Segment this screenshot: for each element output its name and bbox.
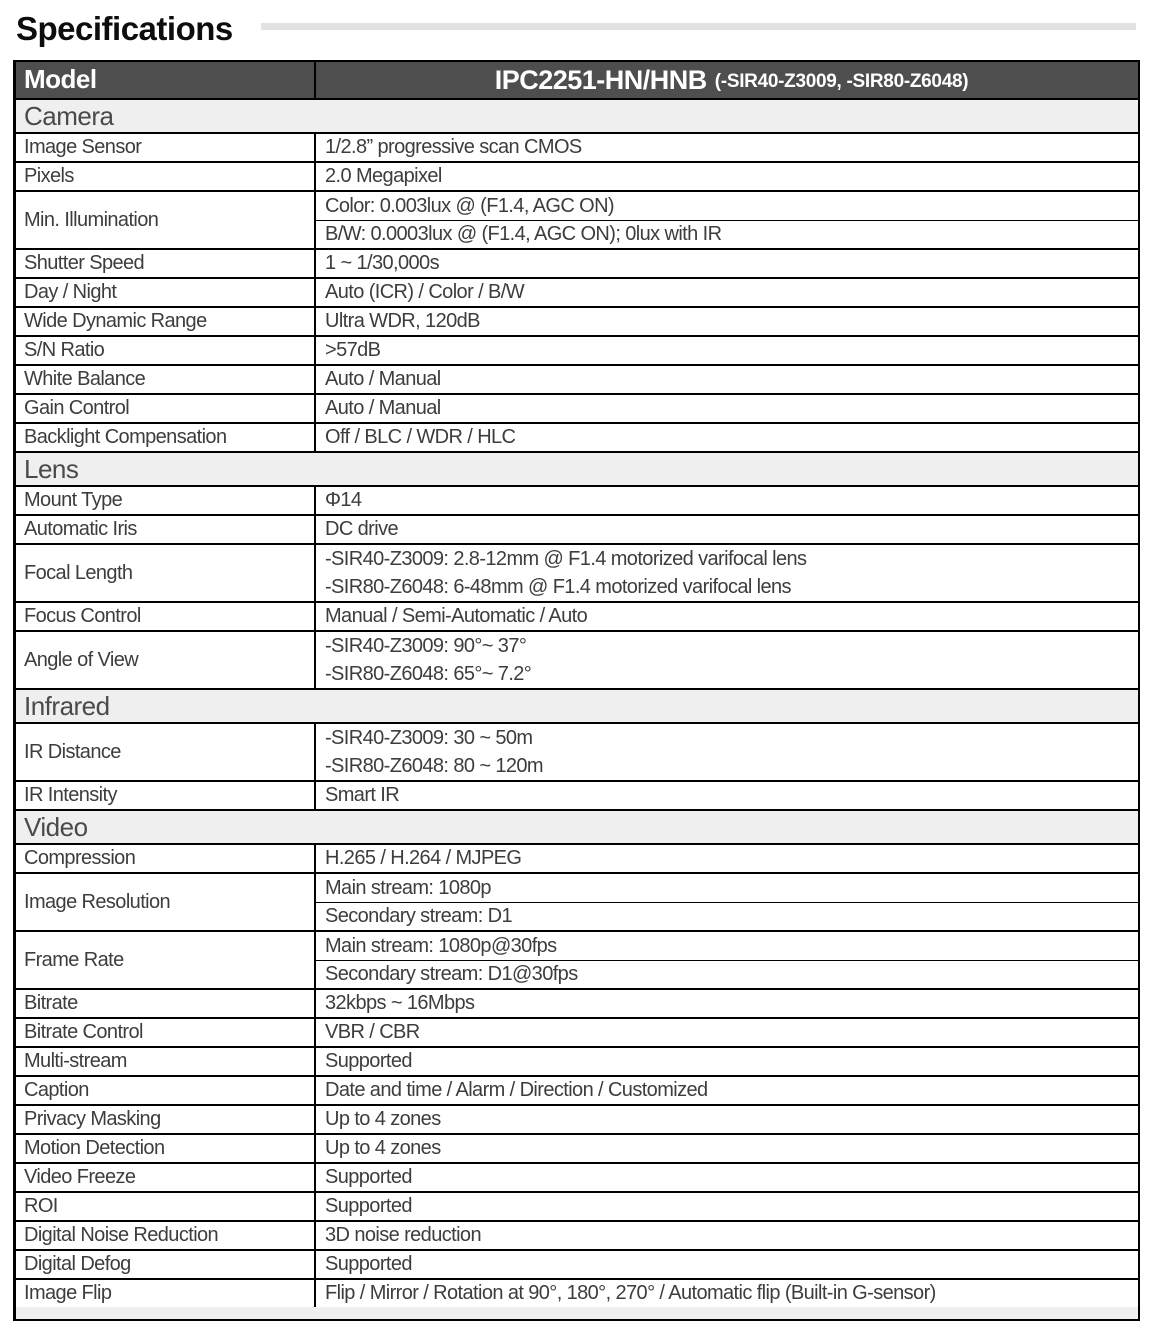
title-bar	[0, 0, 1154, 56]
spec-label: Image Flip	[16, 1280, 316, 1307]
spec-row	[16, 1164, 1138, 1193]
spec-row	[16, 603, 1138, 632]
spec-value-line: Off / BLC / WDR / HLC	[325, 426, 516, 448]
spec-label: Image Resolution	[16, 874, 316, 930]
model-header-row	[16, 62, 1138, 100]
spec-row	[16, 1019, 1138, 1048]
spec-value-line: -SIR80-Z6048: 6-48mm @ F1.4 motorized varifocal lens	[325, 575, 791, 598]
spec-value-cell	[316, 1193, 1138, 1220]
spec-value-cell	[316, 845, 1138, 872]
spec-row	[16, 1077, 1138, 1106]
spec-row	[16, 279, 1138, 308]
spec-value-line: -SIR40-Z3009: 30 ~ 50m	[325, 726, 533, 749]
spec-row	[16, 424, 1138, 453]
spec-value-line: 3D noise reduction	[325, 1224, 481, 1246]
spec-value-line: Date and time / Alarm / Direction / Customized	[325, 1079, 708, 1101]
spec-value-cell	[316, 163, 1138, 190]
spec-label: Pixels	[16, 163, 316, 190]
spec-row	[16, 1135, 1138, 1164]
spec-value-cell	[316, 545, 1138, 601]
spec-row	[16, 1222, 1138, 1251]
spec-value-line: Main stream: 1080p@30fps	[325, 934, 557, 957]
spec-value-cell	[316, 134, 1138, 161]
spec-value-cell	[316, 424, 1138, 451]
spec-value-line: Supported	[325, 1166, 412, 1188]
spec-value-cell	[316, 366, 1138, 393]
spec-value-line: 2.0 Megapixel	[325, 165, 442, 187]
spec-value-line: -SIR40-Z3009: 2.8-12mm @ F1.4 motorized varifocal lens	[325, 547, 807, 570]
spec-row	[16, 395, 1138, 424]
spec-label: Gain Control	[16, 395, 316, 422]
spec-value-line: 1 ~ 1/30,000s	[325, 252, 439, 274]
spec-row	[16, 1193, 1138, 1222]
spec-label: Caption	[16, 1077, 316, 1104]
page-title: Specifications	[16, 10, 233, 47]
spec-label: Backlight Compensation	[16, 424, 316, 451]
spec-value-line: Secondary stream: D1@30fps	[316, 960, 1138, 988]
spec-label: Video Freeze	[16, 1164, 316, 1191]
section-header-video: Video	[16, 811, 1138, 845]
spec-row	[16, 134, 1138, 163]
section-header-lens: Lens	[16, 453, 1138, 487]
spec-value-line: B/W: 0.0003lux @ (F1.4, AGC ON); 0lux with IR	[316, 220, 1138, 248]
spec-value-line: -SIR80-Z6048: 65°~ 7.2°	[325, 662, 532, 685]
spec-row	[16, 782, 1138, 811]
specifications-table	[13, 60, 1140, 1321]
spec-value-cell	[316, 487, 1138, 514]
spec-value-cell	[316, 874, 1138, 930]
spec-label: Day / Night	[16, 279, 316, 306]
spec-label: Automatic Iris	[16, 516, 316, 543]
title-underline-rule	[261, 23, 1136, 30]
spec-label: IR Intensity	[16, 782, 316, 809]
spec-value-line: -SIR80-Z6048: 80 ~ 120m	[325, 754, 543, 777]
spec-value-line: >57dB	[325, 339, 381, 361]
spec-value-cell	[316, 1222, 1138, 1249]
section-header-infrared: Infrared	[16, 690, 1138, 724]
spec-label: Compression	[16, 845, 316, 872]
spec-value-line: Up to 4 zones	[325, 1137, 441, 1159]
spec-row	[16, 366, 1138, 395]
spec-value-line: VBR / CBR	[325, 1021, 420, 1043]
spec-value-cell	[316, 250, 1138, 277]
model-name: IPC2251-HN/HNB	[494, 64, 707, 95]
spec-value-line: DC drive	[325, 518, 398, 540]
spec-value-line: H.265 / H.264 / MJPEG	[325, 847, 522, 869]
section-header-camera: Camera	[16, 100, 1138, 134]
spec-label: Motion Detection	[16, 1135, 316, 1162]
spec-value-cell	[316, 1077, 1138, 1104]
spec-value-line: Auto / Manual	[325, 368, 441, 390]
spec-value-line: Supported	[325, 1195, 412, 1217]
spec-label: Focus Control	[16, 603, 316, 630]
spec-value-line: Secondary stream: D1	[316, 902, 1138, 930]
spec-value-cell	[316, 603, 1138, 630]
spec-value-line: Smart IR	[325, 784, 400, 806]
spec-value-line: Flip / Mirror / Rotation at 90°, 180°, 270° / Automatic flip (Built-in G-sensor)	[325, 1282, 936, 1304]
spec-label: Multi-stream	[16, 1048, 316, 1075]
spec-row	[16, 308, 1138, 337]
spec-row	[16, 487, 1138, 516]
spec-value-cell	[316, 395, 1138, 422]
spec-value-cell	[316, 1019, 1138, 1046]
spec-value-cell	[316, 782, 1138, 809]
spec-value-cell	[316, 1280, 1138, 1307]
spec-value-cell	[316, 1106, 1138, 1133]
spec-value-cell	[316, 337, 1138, 364]
spec-value-line: Manual / Semi-Automatic / Auto	[325, 605, 588, 627]
spec-row	[16, 1048, 1138, 1077]
spec-label: Digital Noise Reduction	[16, 1222, 316, 1249]
spec-value-line: Ultra WDR, 120dB	[325, 310, 480, 332]
spec-label: Shutter Speed	[16, 250, 316, 277]
spec-row	[16, 632, 1138, 690]
spec-value-cell	[316, 1164, 1138, 1191]
spec-row	[16, 250, 1138, 279]
spec-value-line: Main stream: 1080p	[325, 876, 491, 899]
spec-value-cell	[316, 990, 1138, 1017]
spec-value-line: 32kbps ~ 16Mbps	[325, 992, 475, 1014]
model-header-value	[316, 62, 1138, 98]
spec-value-cell	[316, 192, 1138, 248]
spec-label: Digital Defog	[16, 1251, 316, 1278]
spec-row	[16, 337, 1138, 366]
spec-row	[16, 1106, 1138, 1135]
spec-value-line: Auto (ICR) / Color / B/W	[325, 281, 524, 303]
spec-row	[16, 1280, 1138, 1307]
spec-value-cell	[316, 932, 1138, 988]
spec-row	[16, 874, 1138, 932]
spec-label: Wide Dynamic Range	[16, 308, 316, 335]
spec-value-line: Φ14	[325, 489, 362, 511]
spec-label: Angle of View	[16, 632, 316, 688]
spec-row	[16, 1251, 1138, 1280]
spec-value-line: Supported	[325, 1050, 412, 1072]
spec-value-cell	[316, 632, 1138, 688]
spec-row	[16, 545, 1138, 603]
spec-value-cell	[316, 308, 1138, 335]
spec-label: Bitrate	[16, 990, 316, 1017]
spec-label: Min. Illumination	[16, 192, 316, 248]
spec-row	[16, 990, 1138, 1019]
spec-value-cell	[316, 1251, 1138, 1278]
spec-label: White Balance	[16, 366, 316, 393]
spec-row	[16, 845, 1138, 874]
spec-label: ROI	[16, 1193, 316, 1220]
spec-row	[16, 192, 1138, 250]
spec-value-line: Auto / Manual	[325, 397, 441, 419]
spec-value-cell	[316, 1048, 1138, 1075]
spec-label: Bitrate Control	[16, 1019, 316, 1046]
spec-label: Mount Type	[16, 487, 316, 514]
next-section-cutoff-strip	[16, 1307, 1138, 1319]
spec-value-cell	[316, 724, 1138, 780]
spec-label: Frame Rate	[16, 932, 316, 988]
spec-value-line: Up to 4 zones	[325, 1108, 441, 1130]
spec-label: S/N Ratio	[16, 337, 316, 364]
spec-row	[16, 516, 1138, 545]
spec-value-line: 1/2.8” progressive scan CMOS	[325, 136, 582, 158]
spec-row	[16, 724, 1138, 782]
spec-label: Image Sensor	[16, 134, 316, 161]
spec-value-cell	[316, 516, 1138, 543]
spec-label: Focal Length	[16, 545, 316, 601]
spec-value-line: -SIR40-Z3009: 90°~ 37°	[325, 634, 527, 657]
spec-row	[16, 163, 1138, 192]
spec-row	[16, 932, 1138, 990]
spec-label: Privacy Masking	[16, 1106, 316, 1133]
spec-value-line: Color: 0.003lux @ (F1.4, AGC ON)	[325, 194, 614, 217]
spec-value-line: Supported	[325, 1253, 412, 1275]
model-header-label: Model	[16, 62, 316, 98]
spec-value-cell	[316, 1135, 1138, 1162]
spec-value-cell	[316, 279, 1138, 306]
spec-label: IR Distance	[16, 724, 316, 780]
model-variants: (-SIR40-Z3009, -SIR80-Z6048)	[714, 70, 969, 92]
